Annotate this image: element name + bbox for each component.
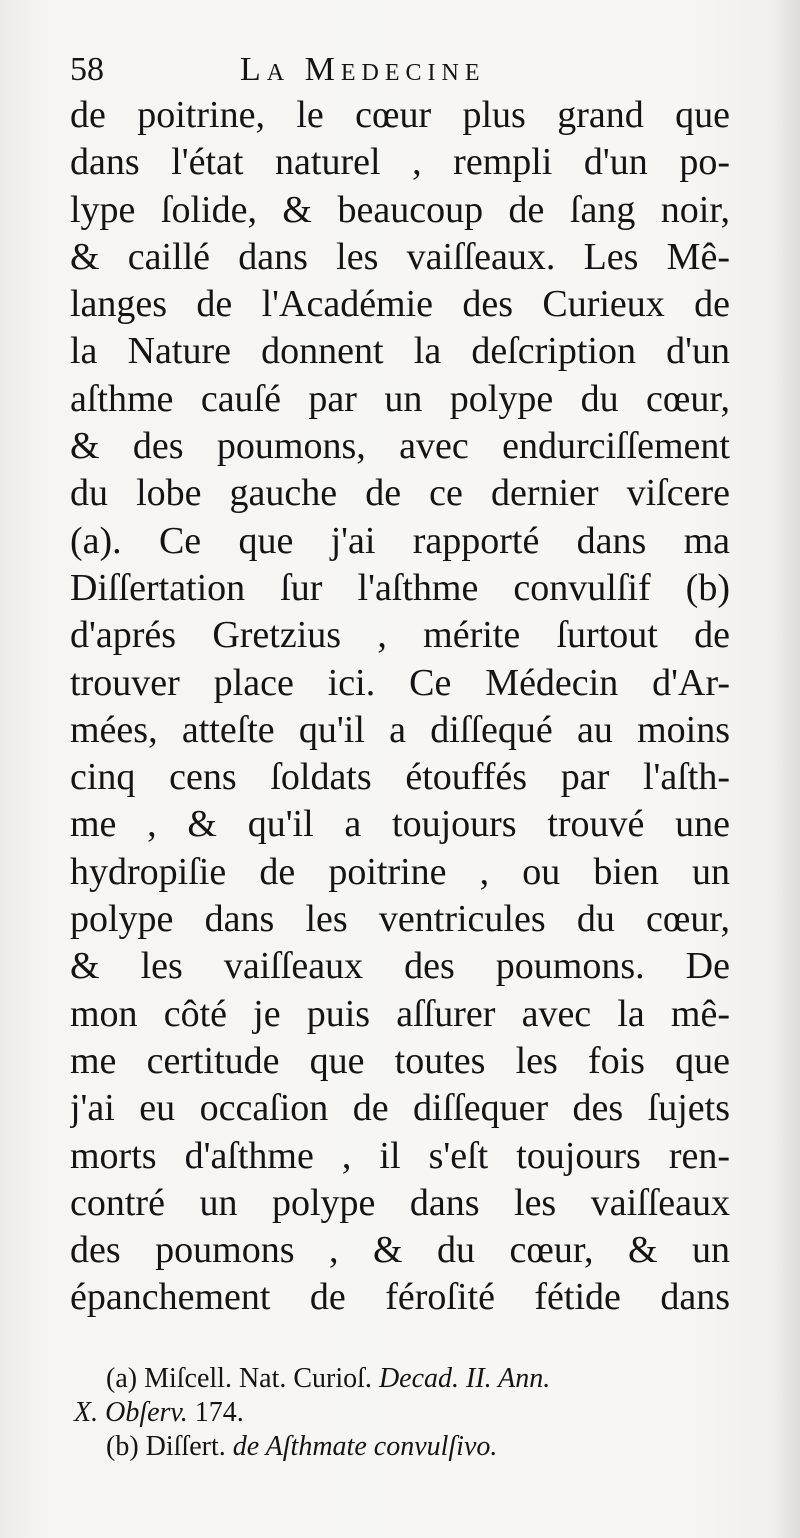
footnote-b: [70, 1430, 740, 1464]
footnote-a-text: (a) Miſcell. Nat. Curioſ.: [106, 1363, 372, 1394]
text-line: épanchement de féroſité fétide dans: [70, 1276, 730, 1319]
text-line: & caillé dans les vaiſſeaux. Les Mê-: [70, 235, 730, 278]
text-line: cinq cens ſoldats étouffés par l'aſth-: [70, 756, 730, 799]
text-line: du lobe gauche de ce dernier viſcere: [70, 472, 730, 515]
text-line: polype dans les ventricules du cœur,: [70, 898, 730, 941]
text-line: contré un polype dans les vaiſſeaux: [70, 1181, 730, 1224]
text-line: me , & qu'il a toujours trouvé une: [70, 803, 730, 846]
text-line: (a). Ce que j'ai rapporté dans ma: [70, 519, 730, 562]
text-line: j'ai eu occaſion de diſſequer des ſujets: [70, 1087, 730, 1130]
text-line: mées, atteſte qu'il a diſſequé au moins: [70, 708, 730, 751]
text-line: morts d'aſthme , il s'eſt toujours ren-: [70, 1134, 730, 1177]
footnote-a-number: 174.: [194, 1397, 244, 1428]
footnote-a-observation: X. Obſerv.: [74, 1397, 188, 1428]
text-line: langes de l'Académie des Curieux de: [70, 283, 730, 326]
page-header: [70, 44, 730, 96]
footnote-a-citation: Decad. II. Ann.: [378, 1363, 551, 1394]
page-edge-shadow: [772, 0, 800, 1538]
text-line: aſthme cauſé par un polype du cœur,: [70, 377, 730, 420]
footnote-b-title: de Aſthmate convulſivo.: [232, 1431, 498, 1462]
text-line: Diſſertation ſur l'aſthme convulſif (b): [70, 566, 730, 609]
footnote-b-text: (b) Diſſert.: [106, 1431, 226, 1462]
footnote-a-continuation: [70, 1396, 740, 1430]
text-line: d'aprés Gretzius , mérite ſurtout de: [70, 614, 730, 657]
text-line: dans l'état naturel , rempli d'un po-: [70, 141, 730, 184]
text-line: mon côté je puis aſſurer avec la mê-: [70, 992, 730, 1035]
text-line: me certitude que toutes les fois que: [70, 1039, 730, 1082]
text-line: trouver place ici. Ce Médecin d'Ar-: [70, 661, 730, 704]
page-number: 58: [70, 51, 104, 88]
footnotes: [70, 1362, 740, 1464]
text-line: lype ſolide, & beaucoup de ſang noir,: [70, 188, 730, 231]
text-line: & les vaiſſeaux des poumons. De: [70, 945, 730, 988]
text-line: de poitrine, le cœur plus grand que: [70, 94, 730, 136]
text-line: des poumons , & du cœur, & un: [70, 1229, 730, 1272]
footnote-a: [70, 1362, 740, 1396]
text-line: hydropiſie de poitrine , ou bien un: [70, 850, 730, 893]
text-line: & des poumons, avec endurciſſement: [70, 425, 730, 468]
body-text: [70, 92, 730, 1322]
running-head: La Medecine: [240, 51, 486, 88]
text-line: la Nature donnent la deſcription d'un: [70, 330, 730, 373]
